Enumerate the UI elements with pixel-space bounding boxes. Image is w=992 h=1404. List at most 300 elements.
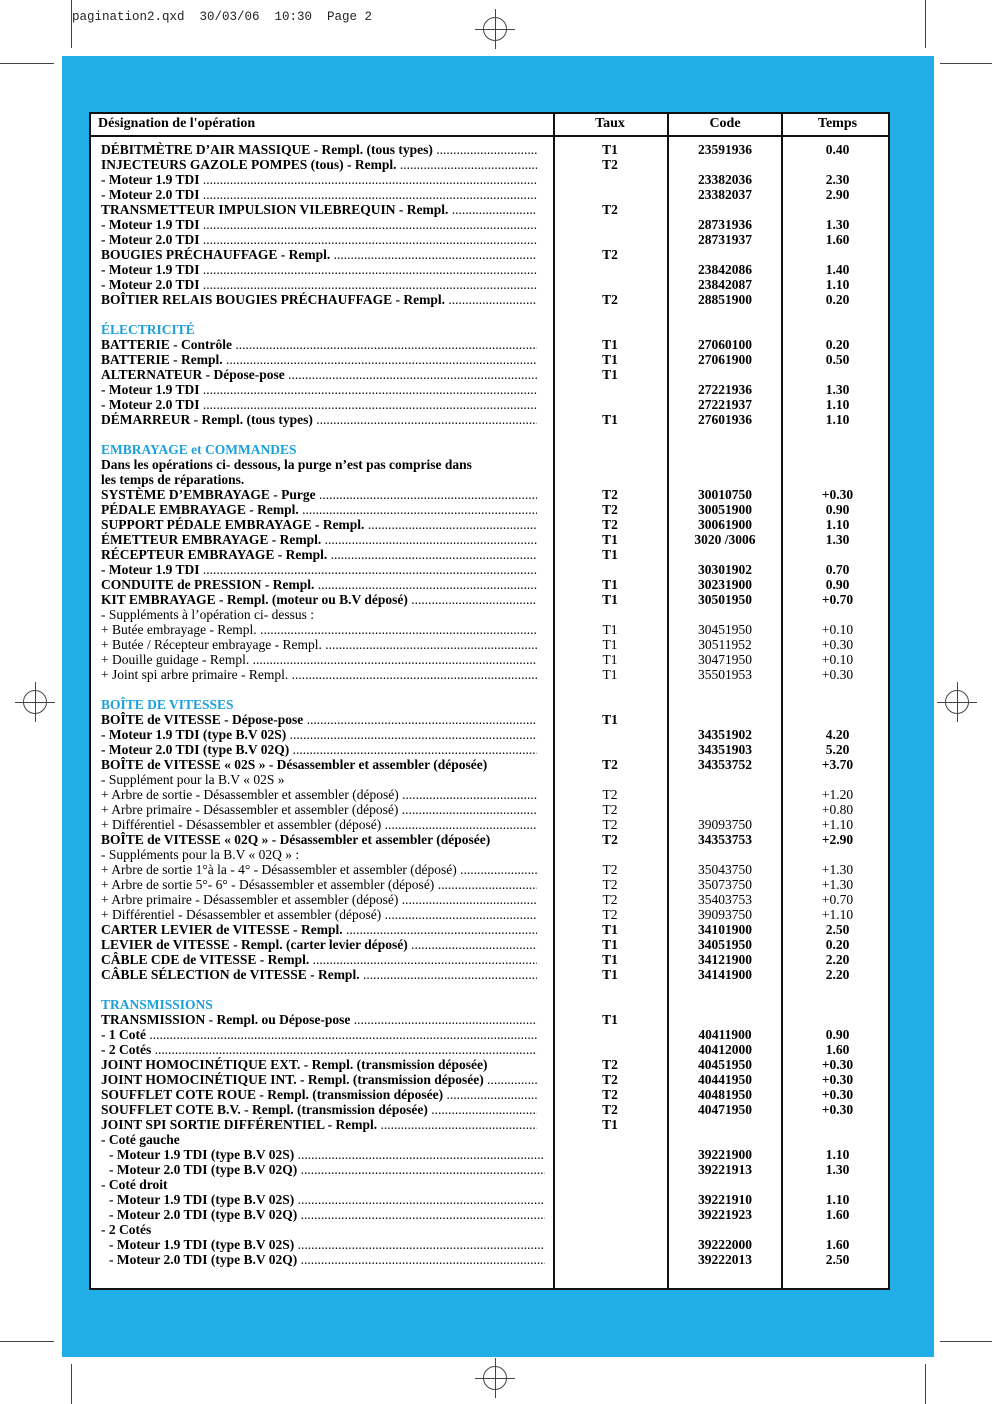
operation-code: 3020 /3006: [694, 532, 756, 547]
operation-taux: T2: [602, 802, 618, 817]
operation-designation: - Moteur 2.0 TDI .....: [101, 187, 537, 202]
table-row: [91, 1252, 888, 1267]
operation-taux: T2: [602, 157, 618, 172]
operation-designation: TRANSMISSIONS: [101, 997, 213, 1012]
operation-taux: T1: [602, 412, 618, 427]
operation-designation: BOÎTE de VITESSE « 02Q » - Désassembler et assembler (déposée): [101, 832, 491, 847]
operation-temps: 1.10: [825, 277, 850, 292]
operation-temps: 1.30: [825, 1162, 850, 1177]
operation-temps: +1.30: [821, 877, 854, 892]
operation-code: 34353752: [698, 757, 752, 772]
operation-taux: T2: [602, 832, 618, 847]
operation-taux: T2: [602, 817, 618, 832]
table-row: [91, 1057, 888, 1072]
operation-temps: +0.70: [821, 892, 854, 907]
operation-designation: - 2 Cotés .....: [101, 1042, 537, 1057]
table-row: [91, 337, 888, 352]
operation-designation: - Moteur 1.9 TDI (type B.V 02S) .....: [101, 1147, 545, 1162]
table-row: [91, 592, 888, 607]
operation-designation: - 2 Cotés: [101, 1222, 152, 1237]
table-row: [91, 187, 888, 202]
operation-designation: INJECTEURS GAZOLE POMPES (tous) - Rempl. .....: [101, 157, 537, 172]
table-row: [91, 1087, 888, 1102]
operation-designation: JOINT HOMOCINÉTIQUE INT. - Rempl. (transmission déposée) .....: [101, 1072, 537, 1087]
crop-mark-bottom-left-h: [0, 1341, 54, 1342]
operation-designation: - Moteur 2.0 TDI .....: [101, 397, 537, 412]
header-taux: Taux: [595, 116, 625, 131]
operations-table: [89, 112, 890, 1290]
operation-taux: T1: [602, 712, 618, 727]
table-row: [91, 202, 888, 217]
section-heading: [91, 442, 888, 457]
operation-designation: BATTERIE - Contrôle .....: [101, 337, 537, 352]
operation-taux: T1: [602, 652, 618, 667]
operation-temps: +0.30: [821, 1087, 854, 1102]
operation-designation: + Arbre primaire - Désassembler et assembler (déposé) .....: [101, 892, 537, 907]
crop-mark-top-left-h: [0, 63, 54, 64]
operation-designation: CONDUITE de PRESSION - Rempl. .....: [101, 577, 537, 592]
crop-mark-top-right: [925, 0, 926, 48]
operation-designation: BOÎTE de VITESSE - Dépose-pose .....: [101, 712, 537, 727]
operation-designation: SOUFFLET COTE B.V. - Rempl. (transmission déposée) .....: [101, 1102, 537, 1117]
table-row: [91, 292, 888, 307]
operation-taux: T2: [602, 202, 618, 217]
operation-code: 23842087: [698, 277, 752, 292]
table-row: [91, 877, 888, 892]
operation-designation: + Arbre de sortie 1°à la - 4° - Désassembler et assembler (déposé) .....: [101, 862, 537, 877]
operation-designation: - Coté gauche: [101, 1132, 180, 1147]
operation-code: 39093750: [698, 907, 752, 922]
operation-designation: EMBRAYAGE et COMMANDES: [101, 442, 297, 457]
operation-temps: 2.20: [825, 952, 850, 967]
operation-designation: - Suppléments à l’opération ci- dessus :: [101, 607, 314, 622]
operation-taux: T1: [602, 577, 618, 592]
operation-temps: +0.30: [821, 1102, 854, 1117]
operation-taux: T1: [602, 142, 618, 157]
table-row: [91, 622, 888, 637]
operation-code: 40412000: [698, 1042, 752, 1057]
operation-designation: LEVIER de VITESSE - Rempl. (carter levier déposé) .....: [101, 937, 537, 952]
table-row: [91, 862, 888, 877]
table-row: [91, 637, 888, 652]
operation-temps: 0.90: [825, 502, 850, 517]
operation-code: 27221937: [698, 397, 752, 412]
operation-designation: - Supplément pour la B.V « 02S »: [101, 772, 285, 787]
table-row: [91, 1072, 888, 1087]
operation-temps: 1.30: [825, 217, 850, 232]
table-row: [91, 1132, 888, 1147]
table-row: [91, 667, 888, 682]
operation-temps: +2.90: [821, 832, 854, 847]
operation-code: 27061900: [698, 352, 752, 367]
operation-code: 30010750: [698, 487, 752, 502]
operation-temps: +0.10: [821, 652, 854, 667]
operation-temps: 1.10: [825, 1147, 850, 1162]
table-row: [91, 352, 888, 367]
crop-mark-top-left: [71, 0, 72, 48]
operation-designation: + Joint spi arbre primaire - Rempl. .....: [101, 667, 537, 682]
table-row: [91, 652, 888, 667]
operation-designation: BOÎTE de VITESSE « 02S » - Désassembler et assembler (déposée): [101, 757, 488, 772]
operation-taux: T1: [602, 592, 618, 607]
operation-designation: + Arbre de sortie - Désassembler et assembler (déposé) .....: [101, 787, 537, 802]
table-row: [91, 232, 888, 247]
operation-taux: T1: [602, 352, 618, 367]
operation-code: 30451950: [698, 622, 752, 637]
operation-code: 39222000: [698, 1237, 752, 1252]
operation-taux: T1: [602, 547, 618, 562]
operation-designation: - Moteur 1.9 TDI (type B.V 02S) .....: [101, 727, 537, 742]
operation-code: 39221900: [698, 1147, 752, 1162]
operation-taux: T2: [602, 1087, 618, 1102]
table-row: [91, 277, 888, 292]
operation-taux: T1: [602, 1117, 618, 1132]
operation-designation: SUPPORT PÉDALE EMBRAYAGE - Rempl. .....: [101, 517, 537, 532]
section-heading: [91, 697, 888, 712]
operation-code: 35403753: [698, 892, 752, 907]
operation-designation: DÉMARREUR - Rempl. (tous types) .....: [101, 412, 537, 427]
table-row: [91, 217, 888, 232]
operation-code: 34051950: [698, 937, 752, 952]
operation-temps: 0.90: [825, 1027, 850, 1042]
table-row: [91, 907, 888, 922]
operation-temps: 1.60: [825, 1042, 850, 1057]
table-row: [91, 247, 888, 262]
operation-temps: 1.10: [825, 412, 850, 427]
operation-code: 39221910: [698, 1192, 752, 1207]
operation-temps: +1.10: [821, 817, 854, 832]
operation-code: 30471950: [698, 652, 752, 667]
table-row: [91, 397, 888, 412]
operation-taux: T2: [602, 877, 618, 892]
operation-code: 34141900: [698, 967, 752, 982]
table-row: [91, 922, 888, 937]
operation-designation: BOÎTIER RELAIS BOUGIES PRÉCHAUFFAGE - Rempl. .....: [101, 292, 537, 307]
operation-taux: T1: [602, 937, 618, 952]
operation-temps: 1.10: [825, 1192, 850, 1207]
operation-code: 27221936: [698, 382, 752, 397]
operation-temps: 0.20: [825, 937, 850, 952]
operation-code: 39221923: [698, 1207, 752, 1222]
operation-code: 34101900: [698, 922, 752, 937]
operation-designation: PÉDALE EMBRAYAGE - Rempl. .....: [101, 502, 537, 517]
operation-designation: RÉCEPTEUR EMBRAYAGE - Rempl. .....: [101, 547, 537, 562]
table-row: [91, 772, 888, 787]
operation-code: 34351902: [698, 727, 752, 742]
operation-taux: T1: [602, 952, 618, 967]
operation-temps: +3.70: [821, 757, 854, 772]
operation-code: 39222013: [698, 1252, 752, 1267]
registration-mark-right: [945, 690, 969, 714]
operation-temps: +1.20: [821, 787, 854, 802]
operation-code: 30301902: [698, 562, 752, 577]
operation-designation: CÂBLE SÉLECTION de VITESSE - Rempl. .....: [101, 967, 537, 982]
operation-designation: - Moteur 1.9 TDI .....: [101, 217, 537, 232]
operation-designation: + Douille guidage - Rempl. .....: [101, 652, 537, 667]
header-designation: Désignation de l'opération: [98, 116, 256, 131]
operation-taux: T2: [602, 292, 618, 307]
operation-designation: - Moteur 2.0 TDI .....: [101, 277, 537, 292]
operation-taux: T1: [602, 367, 618, 382]
operation-code: 40411900: [698, 1027, 752, 1042]
header-temps: Temps: [817, 116, 858, 131]
operation-code: 34351903: [698, 742, 752, 757]
operation-temps: 1.60: [825, 232, 850, 247]
operation-designation: + Différentiel - Désassembler et assembler (déposé) .....: [101, 817, 537, 832]
table-row: [91, 487, 888, 502]
crop-mark-top-right-h: [940, 63, 992, 64]
operation-designation: - Moteur 2.0 TDI (type B.V 02Q) .....: [101, 1162, 545, 1177]
spacer-row: [91, 307, 888, 322]
operation-code: 40471950: [698, 1102, 752, 1117]
operation-temps: 0.50: [825, 352, 850, 367]
operation-code: 34353753: [698, 832, 752, 847]
operation-code: 30051900: [698, 502, 752, 517]
operation-code: 23382036: [698, 172, 752, 187]
table-row: [91, 262, 888, 277]
table-row: [91, 1117, 888, 1132]
spacer-row: [91, 427, 888, 442]
operation-code: 40441950: [698, 1072, 752, 1087]
operation-designation: JOINT SPI SORTIE DIFFÉRENTIEL - Rempl. .....: [101, 1117, 537, 1132]
table-row: [91, 892, 888, 907]
operation-temps: +0.30: [821, 1057, 854, 1072]
operation-temps: 0.90: [825, 577, 850, 592]
operation-designation: + Arbre de sortie 5°- 6° - Désassembler et assembler (déposé) .....: [101, 877, 537, 892]
operation-code: 39093750: [698, 817, 752, 832]
registration-mark-left: [23, 690, 47, 714]
registration-mark-top: [483, 17, 507, 41]
operation-temps: 2.90: [825, 187, 850, 202]
operation-taux: T2: [602, 1072, 618, 1087]
table-row: [91, 1237, 888, 1252]
operation-code: 35043750: [698, 862, 752, 877]
operation-designation: ÉMETTEUR EMBRAYAGE - Rempl. .....: [101, 532, 537, 547]
table-row: [91, 142, 888, 157]
operation-designation: + Butée embrayage - Rempl. .....: [101, 622, 537, 637]
operation-designation: JOINT HOMOCINÉTIQUE EXT. - Rempl. (transmission déposée): [101, 1057, 488, 1072]
operation-designation: ALTERNATEUR - Dépose-pose .....: [101, 367, 537, 382]
operation-code: 40481950: [698, 1087, 752, 1102]
table-row: [91, 457, 888, 472]
operation-temps: +1.30: [821, 862, 854, 877]
section-heading: [91, 997, 888, 1012]
table-row: [91, 1177, 888, 1192]
operation-temps: 2.20: [825, 967, 850, 982]
operation-code: 28731937: [698, 232, 752, 247]
operation-temps: 0.20: [825, 292, 850, 307]
operation-designation: - Coté droit: [101, 1177, 168, 1192]
operation-code: 28851900: [698, 292, 752, 307]
operation-temps: 1.10: [825, 517, 850, 532]
operation-temps: 2.30: [825, 172, 850, 187]
operation-designation: - Suppléments pour la B.V « 02Q » :: [101, 847, 300, 862]
table-row: [91, 1147, 888, 1162]
crop-mark-bottom-right-h: [940, 1341, 992, 1342]
operation-designation: BATTERIE - Rempl. .....: [101, 352, 537, 367]
table-row: [91, 712, 888, 727]
operation-code: 35501953: [698, 667, 752, 682]
operation-designation: SYSTÈME D’EMBRAYAGE - Purge .....: [101, 487, 537, 502]
operation-taux: T1: [602, 667, 618, 682]
table-row: [91, 157, 888, 172]
operation-code: 30501950: [698, 592, 752, 607]
table-row: [91, 742, 888, 757]
operation-temps: 5.20: [825, 742, 850, 757]
table-row: [91, 502, 888, 517]
operation-temps: +0.30: [821, 667, 854, 682]
operation-temps: 2.50: [825, 1252, 850, 1267]
operation-designation: - Moteur 2.0 TDI (type B.V 02Q) .....: [101, 1207, 545, 1222]
operation-designation: CARTER LEVIER de VITESSE - Rempl. .....: [101, 922, 537, 937]
operation-temps: 1.60: [825, 1207, 850, 1222]
operation-taux: T2: [602, 1102, 618, 1117]
operation-designation: TRANSMETTEUR IMPULSION VILEBREQUIN - Rempl. .....: [101, 202, 537, 217]
table-row: [91, 532, 888, 547]
table-row: [91, 577, 888, 592]
operation-designation: - Moteur 1.9 TDI (type B.V 02S) .....: [101, 1192, 545, 1207]
table-row: [91, 1192, 888, 1207]
file-slug: pagination2.qxd 30/03/06 10:30 Page 2: [72, 10, 373, 24]
operation-taux: T1: [602, 922, 618, 937]
operation-code: 23842086: [698, 262, 752, 277]
operation-designation: TRANSMISSION - Rempl. ou Dépose-pose .....: [101, 1012, 537, 1027]
table-row: [91, 757, 888, 772]
operation-temps: +0.70: [821, 592, 854, 607]
operation-designation: ÉLECTRICITÉ: [101, 322, 195, 337]
section-heading: [91, 322, 888, 337]
table-row: [91, 1102, 888, 1117]
table-row: [91, 952, 888, 967]
operation-taux: T2: [602, 757, 618, 772]
table-row: [91, 967, 888, 982]
table-row: [91, 1207, 888, 1222]
operation-designation: BOUGIES PRÉCHAUFFAGE - Rempl. .....: [101, 247, 537, 262]
operation-code: 23591936: [698, 142, 752, 157]
operation-designation: - Moteur 1.9 TDI .....: [101, 262, 537, 277]
operation-taux: T2: [602, 502, 618, 517]
table-row: [91, 367, 888, 382]
table-row: [91, 517, 888, 532]
operation-taux: T1: [602, 532, 618, 547]
operation-code: 35073750: [698, 877, 752, 892]
operation-designation: + Butée / Récepteur embrayage - Rempl. .....: [101, 637, 537, 652]
registration-mark-bottom: [483, 1366, 507, 1390]
operation-temps: 0.70: [825, 562, 850, 577]
operation-temps: +0.30: [821, 637, 854, 652]
table-row: [91, 937, 888, 952]
operation-designation: + Arbre primaire - Désassembler et assembler (déposé) .....: [101, 802, 537, 817]
table-row: [91, 547, 888, 562]
operation-temps: +0.80: [821, 802, 854, 817]
table-row: [91, 802, 888, 817]
table-row: [91, 847, 888, 862]
operation-code: 27060100: [698, 337, 752, 352]
operation-taux: T1: [602, 967, 618, 982]
operation-designation: SOUFFLET COTE ROUE - Rempl. (transmission déposée) .....: [101, 1087, 537, 1102]
operation-designation: - Moteur 1.9 TDI .....: [101, 382, 537, 397]
operation-temps: 1.60: [825, 1237, 850, 1252]
operation-temps: 2.50: [825, 922, 850, 937]
operation-temps: 1.10: [825, 397, 850, 412]
operation-temps: 4.20: [825, 727, 850, 742]
operation-designation: - Moteur 2.0 TDI (type B.V 02Q) .....: [101, 742, 537, 757]
operation-code: 27601936: [698, 412, 752, 427]
table-row: [91, 472, 888, 487]
spacer-row: [91, 682, 888, 697]
operation-taux: T1: [602, 622, 618, 637]
operation-temps: 0.40: [825, 142, 850, 157]
operation-designation: DÉBITMÈTRE D’AIR MASSIQUE - Rempl. (tous types) .....: [101, 142, 537, 157]
table-row: [91, 607, 888, 622]
operation-designation: CÂBLE CDE de VITESSE - Rempl. .....: [101, 952, 537, 967]
table-row: [91, 832, 888, 847]
table-row: [91, 1042, 888, 1057]
operation-code: 34121900: [698, 952, 752, 967]
operation-temps: 1.40: [825, 262, 850, 277]
operation-temps: +0.10: [821, 622, 854, 637]
table-body: [91, 142, 888, 1267]
table-row: [91, 787, 888, 802]
operation-code: 39221913: [698, 1162, 752, 1177]
table-row: [91, 1222, 888, 1237]
table-row: [91, 382, 888, 397]
operation-taux: T2: [602, 787, 618, 802]
crop-mark-bottom-left: [71, 1364, 72, 1404]
operation-taux: T1: [602, 637, 618, 652]
header-divider: [91, 135, 888, 137]
operation-taux: T2: [602, 517, 618, 532]
operation-temps: +1.10: [821, 907, 854, 922]
table-row: [91, 562, 888, 577]
operation-designation: + Différentiel - Désassembler et assembler (déposé) .....: [101, 907, 537, 922]
operation-code: 40451950: [698, 1057, 752, 1072]
operation-taux: T1: [602, 1012, 618, 1027]
operation-temps: 1.30: [825, 532, 850, 547]
operation-temps: +0.30: [821, 487, 854, 502]
operation-designation: Dans les opérations ci- dessous, la purge n’est pas comprise dans: [101, 457, 472, 472]
operation-taux: T2: [602, 892, 618, 907]
table-row: [91, 1162, 888, 1177]
operation-designation: - 1 Coté .....: [101, 1027, 537, 1042]
operation-taux: T2: [602, 247, 618, 262]
operation-designation: - Moteur 1.9 TDI .....: [101, 172, 537, 187]
header-code: Code: [709, 116, 741, 131]
operation-designation: BOÎTE DE VITESSES: [101, 697, 234, 712]
operation-temps: 1.30: [825, 382, 850, 397]
operation-code: 30061900: [698, 517, 752, 532]
operation-code: 23382037: [698, 187, 752, 202]
operation-designation: - Moteur 1.9 TDI .....: [101, 562, 537, 577]
operation-taux: T2: [602, 862, 618, 877]
spacer-row: [91, 982, 888, 997]
operation-taux: T2: [602, 1057, 618, 1072]
operation-taux: T1: [602, 337, 618, 352]
table-row: [91, 817, 888, 832]
table-row: [91, 1012, 888, 1027]
operation-code: 30231900: [698, 577, 752, 592]
operation-temps: +0.30: [821, 1072, 854, 1087]
crop-mark-bottom-right: [925, 1364, 926, 1404]
operation-designation: - Moteur 2.0 TDI (type B.V 02Q) .....: [101, 1252, 545, 1267]
operation-designation: - Moteur 1.9 TDI (type B.V 02S) .....: [101, 1237, 545, 1252]
operation-taux: T2: [602, 487, 618, 502]
table-row: [91, 412, 888, 427]
table-row: [91, 1027, 888, 1042]
operation-temps: 0.20: [825, 337, 850, 352]
operation-code: 28731936: [698, 217, 752, 232]
operation-designation: les temps de réparations.: [101, 472, 245, 487]
